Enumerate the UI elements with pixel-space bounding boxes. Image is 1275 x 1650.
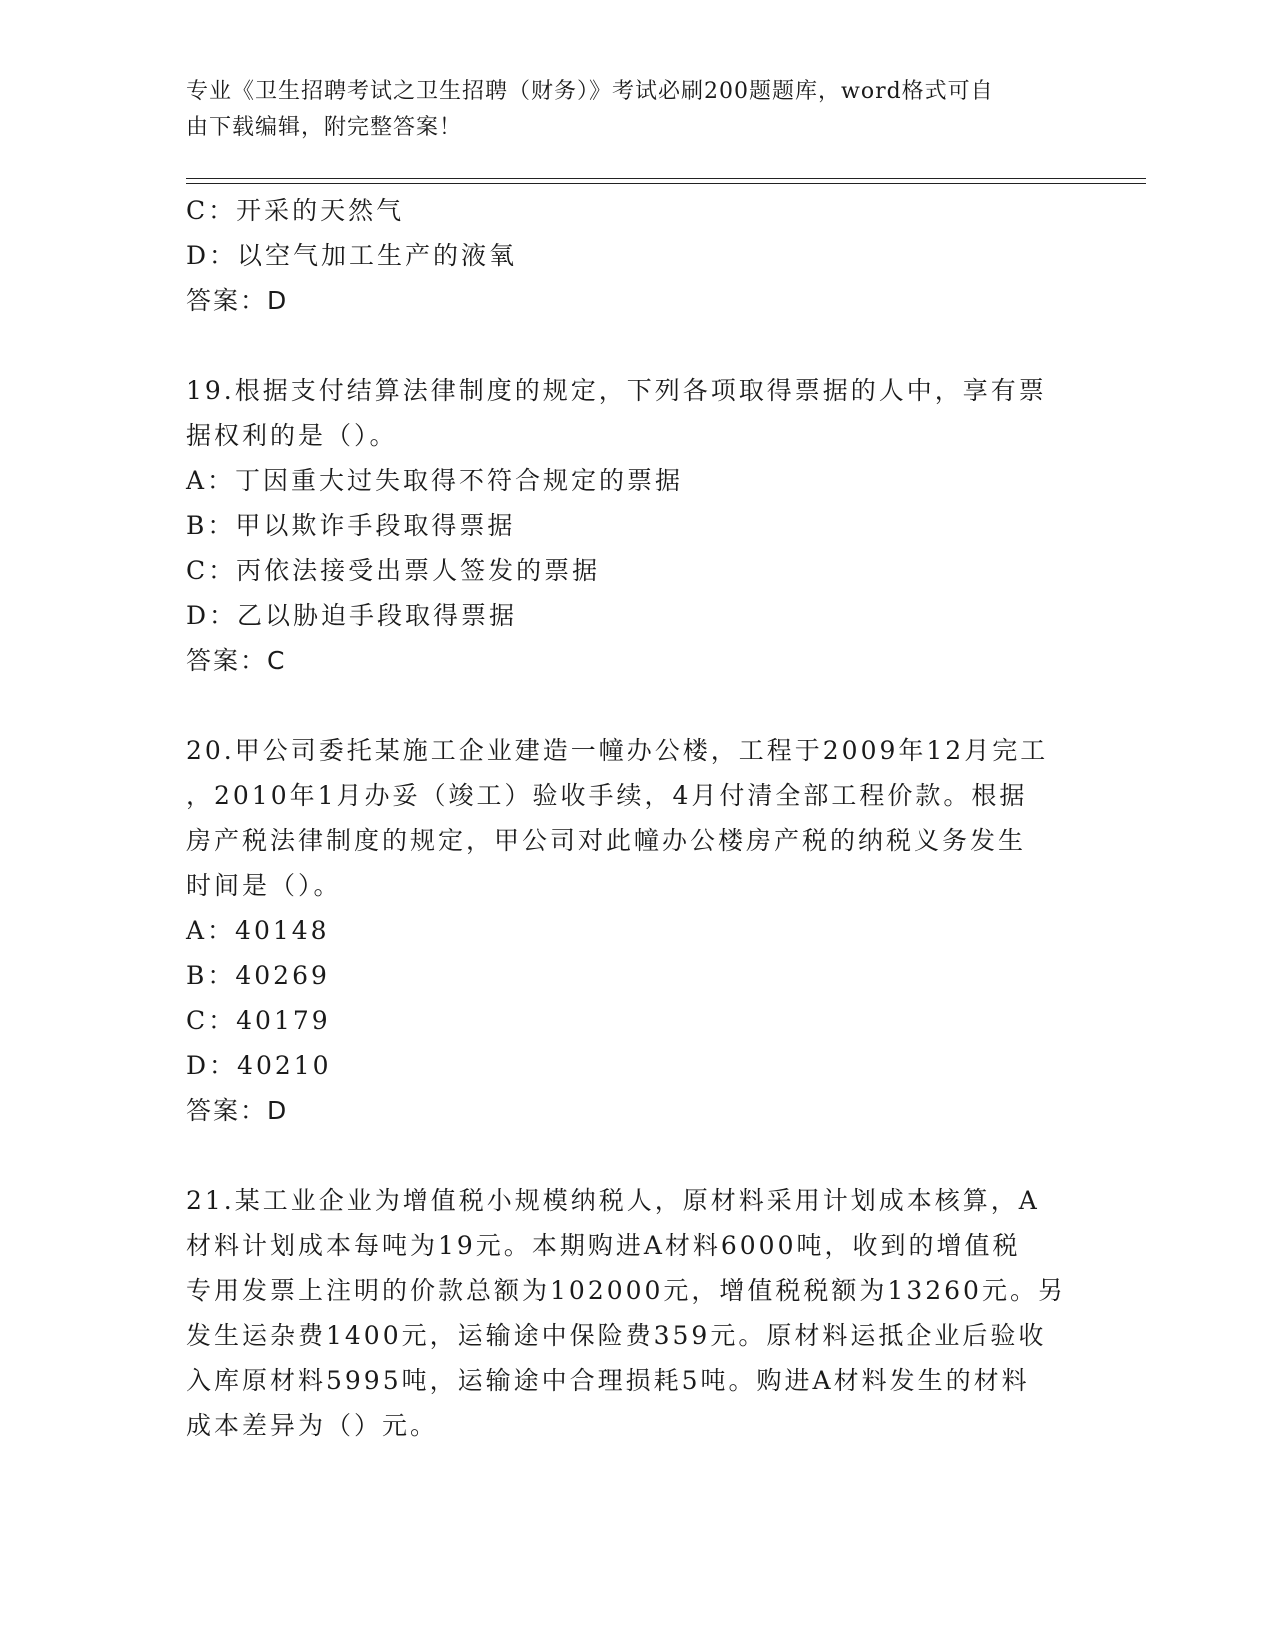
option-b: B：甲以欺诈手段取得票据 — [186, 511, 516, 540]
document-body — [186, 188, 1066, 1448]
answer-line: 答案：C — [186, 646, 287, 675]
answer-line: 答案：D — [186, 1096, 289, 1125]
question-20 — [186, 728, 1066, 1133]
option-a: A：40148 — [186, 916, 330, 945]
header-divider — [186, 178, 1146, 184]
question-text: 20.甲公司委托某施工企业建造一幢办公楼，工程于2009年12月完工 — [186, 736, 1049, 765]
header-line-1: 专业《卫生招聘考试之卫生招聘（财务）》考试必刷200题题库，word格式可自 — [186, 79, 994, 104]
option-c: C：40179 — [186, 1006, 331, 1035]
question-text: 房产税法律制度的规定，甲公司对此幢办公楼房产税的纳税义务发生 — [186, 826, 1027, 855]
question-text: 据权利的是（）。 — [186, 421, 398, 450]
answer-line: 答案：D — [186, 286, 289, 315]
question-text: 时间是（）。 — [186, 871, 342, 900]
header-line-2: 由下载编辑，附完整答案！ — [186, 115, 463, 140]
option-d: D：40210 — [186, 1051, 332, 1080]
question-text: 入库原材料5995吨，运输途中合理损耗5吨。购进A材料发生的材料 — [186, 1366, 1030, 1395]
question-text: 21.某工业企业为增值税小规模纳税人，原材料采用计划成本核算，A — [186, 1186, 1040, 1215]
question-18-tail — [186, 188, 1066, 323]
option-a: A：丁因重大过失取得不符合规定的票据 — [186, 466, 684, 495]
question-text: 成本差异为（）元。 — [186, 1411, 439, 1440]
question-text: 发生运杂费1400元，运输途中保险费359元。原材料运抵企业后验收 — [186, 1321, 1047, 1350]
question-text: 19.根据支付结算法律制度的规定，下列各项取得票据的人中，享有票 — [186, 376, 1047, 405]
question-21 — [186, 1178, 1066, 1448]
option-d: D：以空气加工生产的液氧 — [186, 241, 518, 270]
option-c: C：开采的天然气 — [186, 196, 405, 225]
question-19 — [186, 368, 1066, 683]
question-text: 专用发票上注明的价款总额为102000元，增值税税额为13260元。另 — [186, 1276, 1066, 1305]
option-d: D：乙以胁迫手段取得票据 — [186, 601, 518, 630]
option-b: B：40269 — [186, 961, 330, 990]
question-text: ，2010年1月办妥（竣工）验收手续，4月付清全部工程价款。根据 — [186, 781, 1028, 810]
option-c: C：丙依法接受出票人签发的票据 — [186, 556, 601, 585]
question-text: 材料计划成本每吨为19元。本期购进A材料6000吨，收到的增值税 — [186, 1231, 1021, 1260]
document-header — [186, 74, 1086, 146]
